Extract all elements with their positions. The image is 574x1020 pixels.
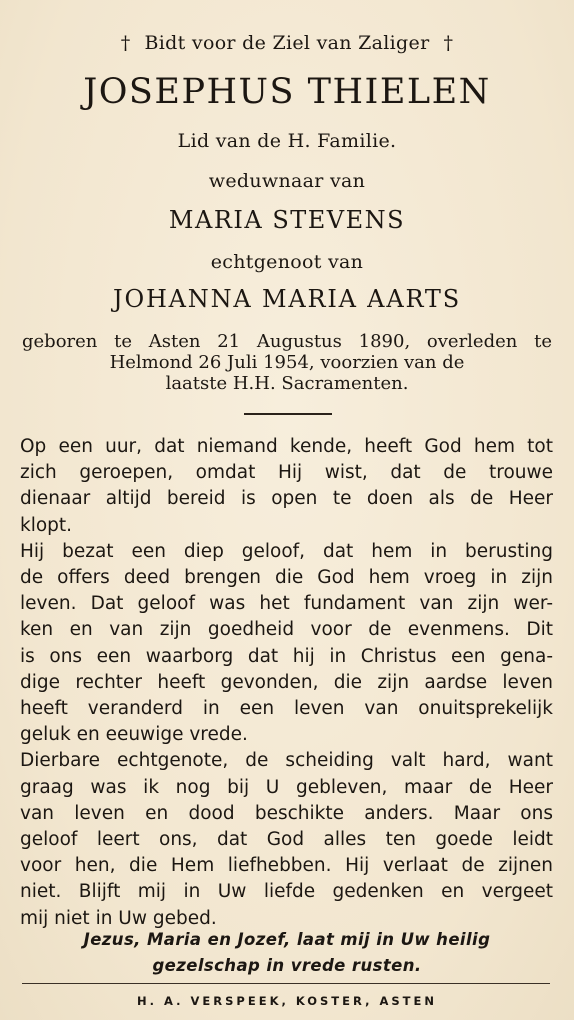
body-line: dige rechter heeft gevonden, die zijn aardse leven — [20, 671, 553, 693]
body-line: graag was ik nog bij U gebleven, maar de Heer — [20, 776, 553, 798]
body-line: heeft veranderd in een leven van onuitsprekelijk — [20, 698, 553, 720]
body-line: van leven en dood beschikte anders. Maar ons — [20, 802, 553, 824]
body-line: Dierbare echtgenote, de scheiding valt hard, want — [20, 750, 553, 772]
deceased-name: JOSEPHUS THIELEN — [83, 72, 491, 112]
body-line: zich geroepen, omdat Hij wist, dat de trouwe — [20, 462, 553, 484]
body-line: dienaar altijd bereid is open te doen als de Heer — [20, 488, 553, 510]
body-line: niet. Blijft mij in Uw liefde gedenken en vergeet — [20, 881, 553, 903]
body-line: geloof leert ons, dat God alles ten goede leidt — [20, 829, 553, 851]
cross-icon: † — [120, 32, 131, 54]
footer-divider — [22, 983, 550, 984]
divider — [244, 413, 332, 415]
closing-line: gezelschap in vrede rusten. — [152, 956, 422, 975]
body-line: geluk en eeuwige vrede. — [20, 724, 248, 746]
body-line: Op een uur, dat niemand kende, heeft God hem tot — [20, 436, 553, 457]
birth-death-line: geboren te Asten 21 Augustus 1890, overleden te — [22, 331, 552, 352]
birth-death-line: laatste H.H. Sacramenten. — [165, 373, 409, 394]
prayer-text: Bidt voor de Ziel van Zaliger — [144, 32, 430, 54]
body-line: ken en van zijn goedheid voor de evenmens. Dit — [20, 619, 553, 641]
body-text — [20, 434, 553, 932]
body-line: de offers deed brengen die God hem vroeg in zijn — [20, 567, 553, 589]
widower-label: weduwnaar van — [208, 170, 366, 192]
second-spouse-name: JOHANNA MARIA AARTS — [113, 285, 461, 313]
closing-prayer — [0, 927, 574, 979]
cross-icon: † — [443, 32, 454, 54]
birth-death-line: Helmond 26 Juli 1954, voorzien van de — [109, 352, 465, 373]
closing-line: Jezus, Maria en Jozef, laat mij in Uw heilig — [83, 930, 491, 949]
spouse-label: echtgenoot van — [210, 251, 364, 273]
first-spouse-name: MARIA STEVENS — [168, 206, 406, 234]
membership-line: Lid van de H. Familie. — [177, 130, 397, 152]
prayer-line — [0, 32, 574, 54]
body-line: leven. Dat geloof was het fundament van zijn wer- — [20, 593, 553, 615]
body-line: mij niet in Uw gebed. — [20, 907, 217, 929]
body-line: klopt. — [20, 514, 73, 536]
body-line: is ons een waarborg dat hij in Christus een gena- — [20, 645, 553, 667]
body-line: voor hen, die Hem liefhebben. Hij verlaat de zijnen — [20, 855, 553, 877]
printer-credit: H. A. VERSPEEK, KOSTER, ASTEN — [137, 994, 437, 1008]
body-line: Hij bezat een diep geloof, dat hem in berusting — [20, 540, 553, 562]
birth-death-paragraph — [22, 331, 552, 394]
